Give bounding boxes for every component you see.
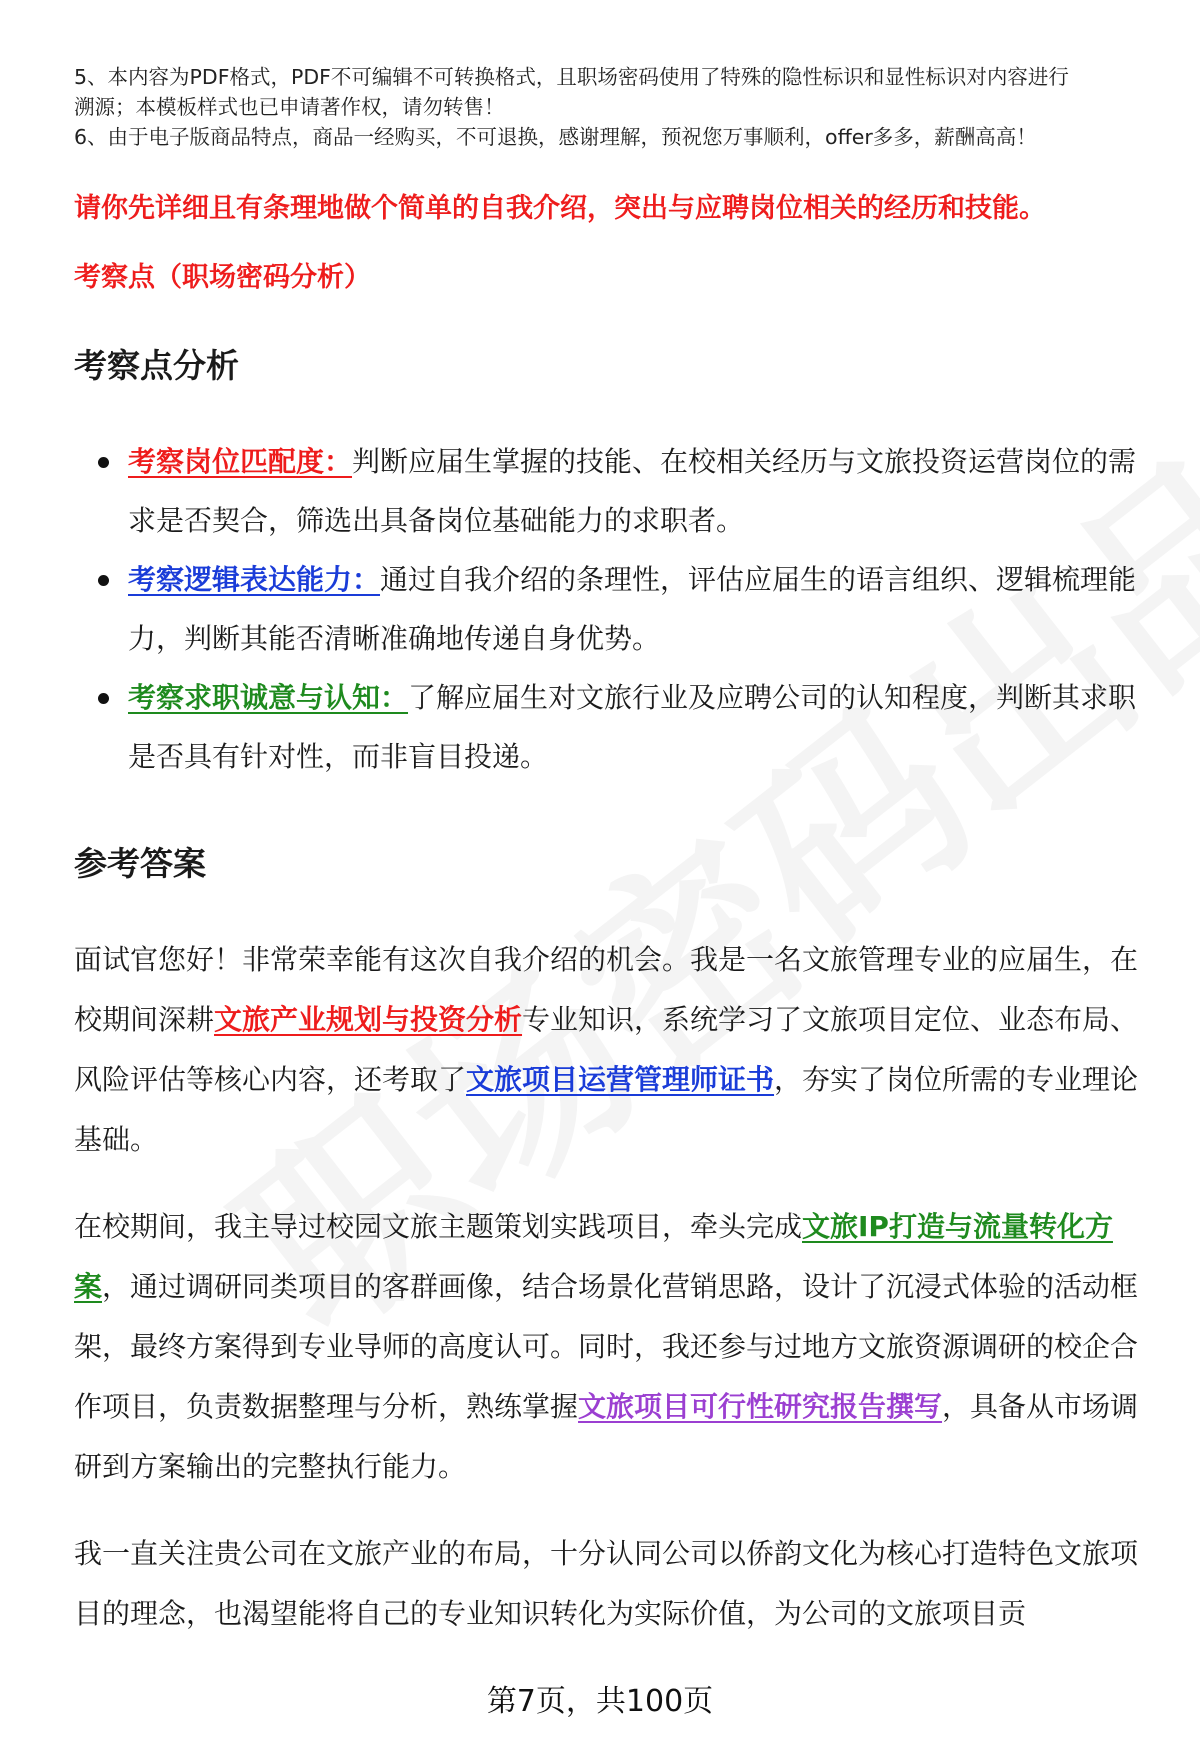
analysis-heading: 考察点分析	[74, 346, 239, 385]
p2-text-3: ，具备从市场调研到方案输出的完整执行能力。	[74, 1390, 1139, 1483]
note-line-5a: 5、本内容为PDF格式，PDF不可编辑不可转换格式，且职场密码使用了特殊的隐性标识和显性标识对内容进行	[74, 65, 1069, 89]
p2-text-1: 在校期间，我主导过校园文旅主题策划实践项目，牵头完成	[74, 1210, 803, 1243]
bullet-icon	[98, 575, 109, 586]
p2-text-2: ，通过调研同类项目的客群画像，结合场景化营销思路，设计了沉浸式体验的活动框架，最终方案得到专业导师的高度认可。同时，我还参与过地方文旅资源调研的校企合作项目，负责数据整理与分析，熟练掌握	[74, 1270, 1139, 1423]
interview-question: 请你先详细且有条理地做个简单的自我介绍，突出与应聘岗位相关的经历和技能。	[74, 193, 1046, 224]
notes-section	[74, 62, 1154, 152]
p2-highlight-1: 文旅IP打造与流量转化方案	[74, 1210, 1113, 1303]
bullet-icon	[98, 457, 109, 468]
kaochadian-label: 考察点（职场密码分析）	[74, 262, 371, 293]
note-line-6: 6、由于电子版商品特点，商品一经购买，不可退换，感谢理解，预祝您万事顺利，offer多多，薪酬高高！	[74, 125, 1037, 149]
answer-paragraph-1	[74, 930, 1154, 1170]
point-label-1: 考察岗位匹配度：	[128, 445, 353, 478]
analysis-points	[92, 432, 1154, 786]
analysis-point-2	[92, 550, 1154, 668]
point-text-2: 通过自我介绍的条理性，评估应届生的语言组织、逻辑梳理能力，判断其能否清晰准确地传递自身优势。	[128, 563, 1137, 655]
p2-highlight-2: 文旅项目可行性研究报告撰写	[578, 1390, 943, 1423]
answer-heading: 参考答案	[74, 844, 206, 883]
p3-text-1: 我一直关注贵公司在文旅产业的布局，十分认同公司以侨韵文化为核心打造特色文旅项目的理念，也渴望能将自己的专业知识转化为实际价值，为公司的文旅项目贡	[74, 1537, 1139, 1630]
analysis-point-1	[92, 432, 1154, 550]
note-line-5b: 溯源；本模板样式也已申请著作权，请勿转售！	[74, 95, 505, 119]
page-number: 第7页，共100页	[486, 1684, 714, 1719]
p1-highlight-1: 文旅产业规划与投资分析	[214, 1003, 523, 1036]
p1-text-1: 面试官您好！非常荣幸能有这次自我介绍的机会。我是一名文旅管理专业的应届生，在校期间深耕	[74, 943, 1139, 1036]
p1-text-3: ，夯实了岗位所需的专业理论基础。	[74, 1063, 1139, 1156]
point-text-3: 了解应届生对文旅行业及应聘公司的认知程度，判断其求职是否具有针对性，而非盲目投递。	[128, 681, 1137, 773]
point-label-3: 考察求职诚意与认知：	[128, 681, 409, 714]
p1-text-2: 专业知识，系统学习了文旅项目定位、业态布局、风险评估等核心内容，还考取了	[74, 1003, 1139, 1096]
analysis-point-3	[92, 668, 1154, 786]
point-label-2: 考察逻辑表达能力：	[128, 563, 381, 596]
p1-highlight-2: 文旅项目运营管理师证书	[466, 1063, 775, 1096]
bullet-icon	[98, 693, 109, 704]
point-text-1: 判断应届生掌握的技能、在校相关经历与文旅投资运营岗位的需求是否契合，筛选出具备岗位基础能力的求职者。	[128, 445, 1137, 537]
answer-paragraph-2	[74, 1197, 1154, 1497]
answer-paragraph-3	[74, 1524, 1154, 1644]
